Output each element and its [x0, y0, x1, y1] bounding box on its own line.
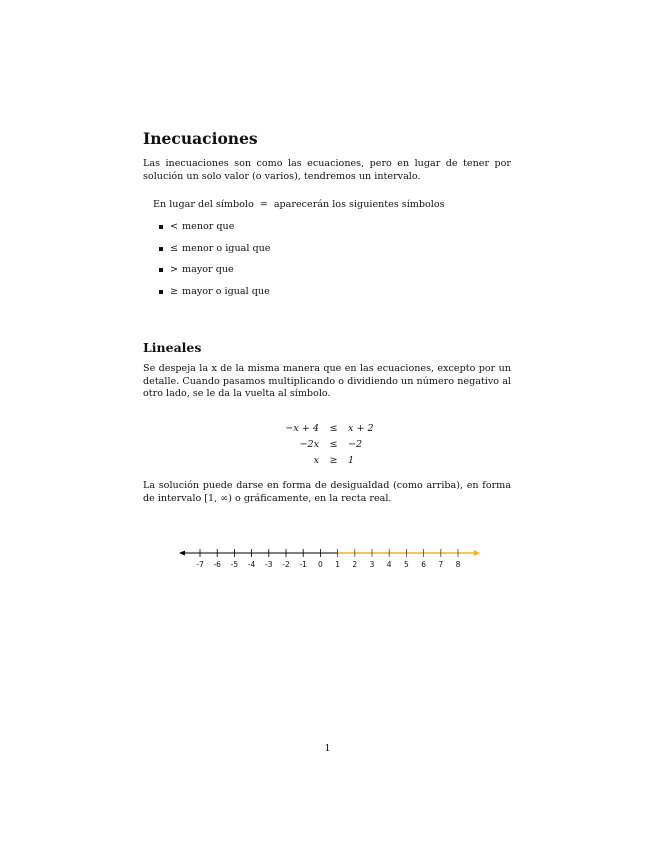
symbol-list	[159, 221, 270, 307]
symbol-desc: mayor o igual que	[182, 285, 270, 297]
list-item	[159, 264, 270, 286]
equation-row	[250, 439, 374, 455]
tick-label: 0	[318, 560, 323, 569]
tick-label: 3	[369, 560, 375, 569]
equation-left: −2x	[299, 439, 319, 450]
symbol-desc: mayor que	[182, 264, 234, 275]
tick-label: 1	[335, 560, 340, 569]
symbol-intro	[153, 199, 445, 210]
equation-block	[250, 423, 374, 471]
tick-label: -3	[265, 560, 273, 569]
tick-label: 8	[455, 560, 461, 569]
equation-op: ≤	[329, 439, 338, 450]
equation-op: ≤	[329, 423, 338, 434]
section-title: Inecuaciones	[143, 129, 258, 148]
symbol-intro-prefix: En lugar del símbolo	[153, 199, 254, 210]
symbol-op: <	[170, 221, 179, 232]
tick-label: -5	[230, 560, 239, 569]
lineales-paragraph: Se despeja la x de la misma manera que en las ecuaciones, excepto por un detalle. Cuando pasamos multiplicando o dividiendo un número negativo al otro lado, se le da la vuelta al símbolo.	[143, 363, 511, 400]
symbol-desc: menor o igual que	[182, 242, 271, 254]
number-line-figure	[176, 538, 486, 574]
equals-symbol: =	[259, 199, 268, 210]
page-number: 1	[324, 743, 331, 754]
symbol-desc: menor que	[182, 221, 235, 232]
bullet-square-icon	[159, 268, 163, 272]
bullet-square-icon	[159, 225, 163, 229]
equation-op: ≥	[329, 455, 338, 466]
tick-label: 4	[386, 560, 392, 569]
tick-label: -1	[299, 560, 307, 569]
intro-paragraph: Las inecuaciones son como las ecuaciones, pero en lugar de tener por solución un solo valor (o varios), tendremos un intervalo.	[143, 158, 511, 182]
tick-label: 7	[438, 560, 444, 569]
tick-label: -2	[282, 560, 290, 569]
equation-right: 1	[348, 455, 355, 466]
bullet-square-icon	[159, 290, 163, 294]
symbol-intro-suffix: aparecerán los siguientes símbolos	[273, 199, 445, 210]
tick-label: -7	[196, 560, 204, 569]
equation-row	[250, 455, 374, 471]
equation-right: −2	[348, 439, 363, 450]
tick-label: 5	[404, 560, 409, 569]
symbol-op: ≤	[170, 242, 179, 254]
symbol-op: ≥	[170, 285, 179, 297]
equation-left: −x + 4	[285, 423, 319, 434]
tick-label: 2	[352, 560, 358, 569]
tick-label: -4	[247, 560, 256, 569]
tick-label: -6	[213, 560, 221, 569]
list-item	[159, 243, 270, 265]
axis-left-arrow-icon	[179, 551, 185, 556]
bullet-square-icon	[159, 247, 163, 251]
equation-right: x + 2	[348, 423, 374, 434]
list-item	[159, 286, 270, 308]
solution-arrow-icon	[474, 550, 480, 556]
subsection-title: Lineales	[143, 340, 202, 355]
equation-row	[250, 423, 374, 439]
solution-paragraph: La solución puede darse en forma de desigualdad (como arriba), en forma de intervalo [1, ∞) o gráficamente, en la recta real.	[143, 480, 511, 504]
list-item	[159, 221, 270, 243]
tick-label: 6	[421, 560, 426, 569]
symbol-op: >	[170, 264, 179, 275]
equation-left: x	[313, 455, 319, 466]
